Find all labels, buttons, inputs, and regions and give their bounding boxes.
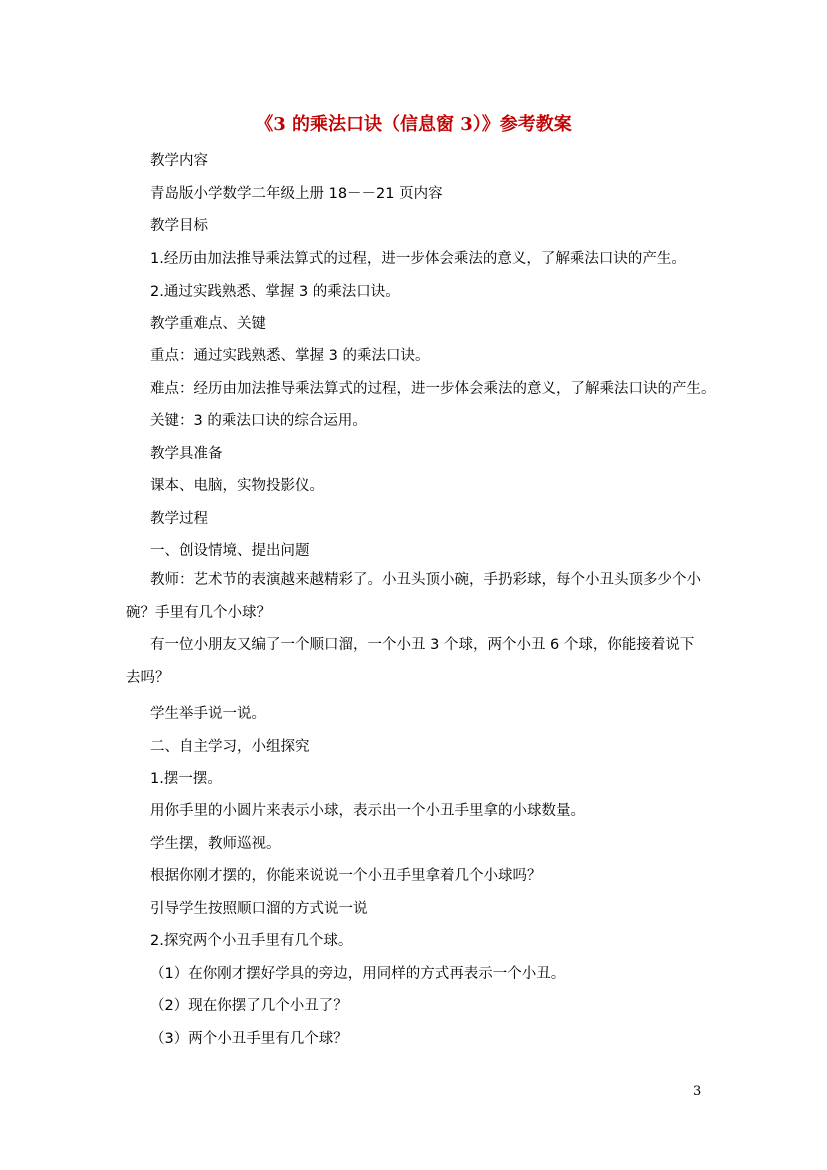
- paragraph: 教师：艺术节的表演越来越精彩了。小丑头顶小碗，手扔彩球，每个小丑头顶多少个小碗？手里有几个小球？: [126, 572, 701, 621]
- text-line: 难点：经历由加法推导乘法算式的过程，进一步体会乘法的意义，了解乘法口诀的产生。: [150, 381, 716, 397]
- text-line: 课本、电脑，实物投影仪。: [150, 478, 324, 494]
- text-line: 教学目标: [150, 218, 208, 234]
- text-line: （3）两个小丑手里有几个球？: [150, 1031, 348, 1047]
- text-line: （1）在你刚才摆好学具的旁边，用同样的方式再表示一个小丑。: [150, 966, 566, 982]
- text-line: 关键：3 的乘法口诀的综合运用。: [150, 413, 367, 429]
- text-line: 1.经历由加法推导乘法算式的过程，进一步体会乘法的意义，了解乘法口诀的产生。: [150, 251, 686, 267]
- paragraph: 有一位小朋友又编了一个顺口溜，一个小丑 3 个球，两个小丑 6 个球，你能接着说下去吗？: [126, 637, 695, 686]
- text-line: 引导学生按照顺口溜的方式说一说: [150, 901, 368, 917]
- text-line: 用你手里的小圆片来表示小球，表示出一个小丑手里拿的小球数量。: [150, 803, 585, 819]
- text-line: 二、自主学习，小组探究: [150, 739, 310, 755]
- text-line: 2.通过实践熟悉、掌握 3 的乘法口诀。: [150, 284, 400, 300]
- text-line: 教学具准备: [150, 446, 223, 462]
- page-number: 3: [693, 1084, 702, 1099]
- text-line: 1.摆一摆。: [150, 771, 222, 787]
- text-line: 青岛版小学数学二年级上册 18－－21 页内容: [150, 186, 443, 202]
- text-line: 教学过程: [150, 511, 208, 527]
- text-line: 根据你刚才摆的，你能来说说一个小丑手里拿着几个小球吗？: [150, 868, 542, 884]
- text-line: 学生举手说一说。: [150, 706, 266, 722]
- text-line: 重点：通过实践熟悉、掌握 3 的乘法口诀。: [150, 348, 430, 364]
- text-line: （2）现在你摆了几个小丑了？: [150, 998, 348, 1014]
- text-line: 2.探究两个小丑手里有几个球。: [150, 933, 353, 949]
- text-line: 学生摆，教师巡视。: [150, 836, 281, 852]
- text-line: 教学内容: [150, 153, 208, 169]
- text-line: 一、创设情境、提出问题: [150, 543, 310, 559]
- text-line: 教学重难点、关键: [150, 316, 266, 332]
- document-title: 《3 的乘法口诀（信息窗 3）》参考教案: [255, 114, 572, 135]
